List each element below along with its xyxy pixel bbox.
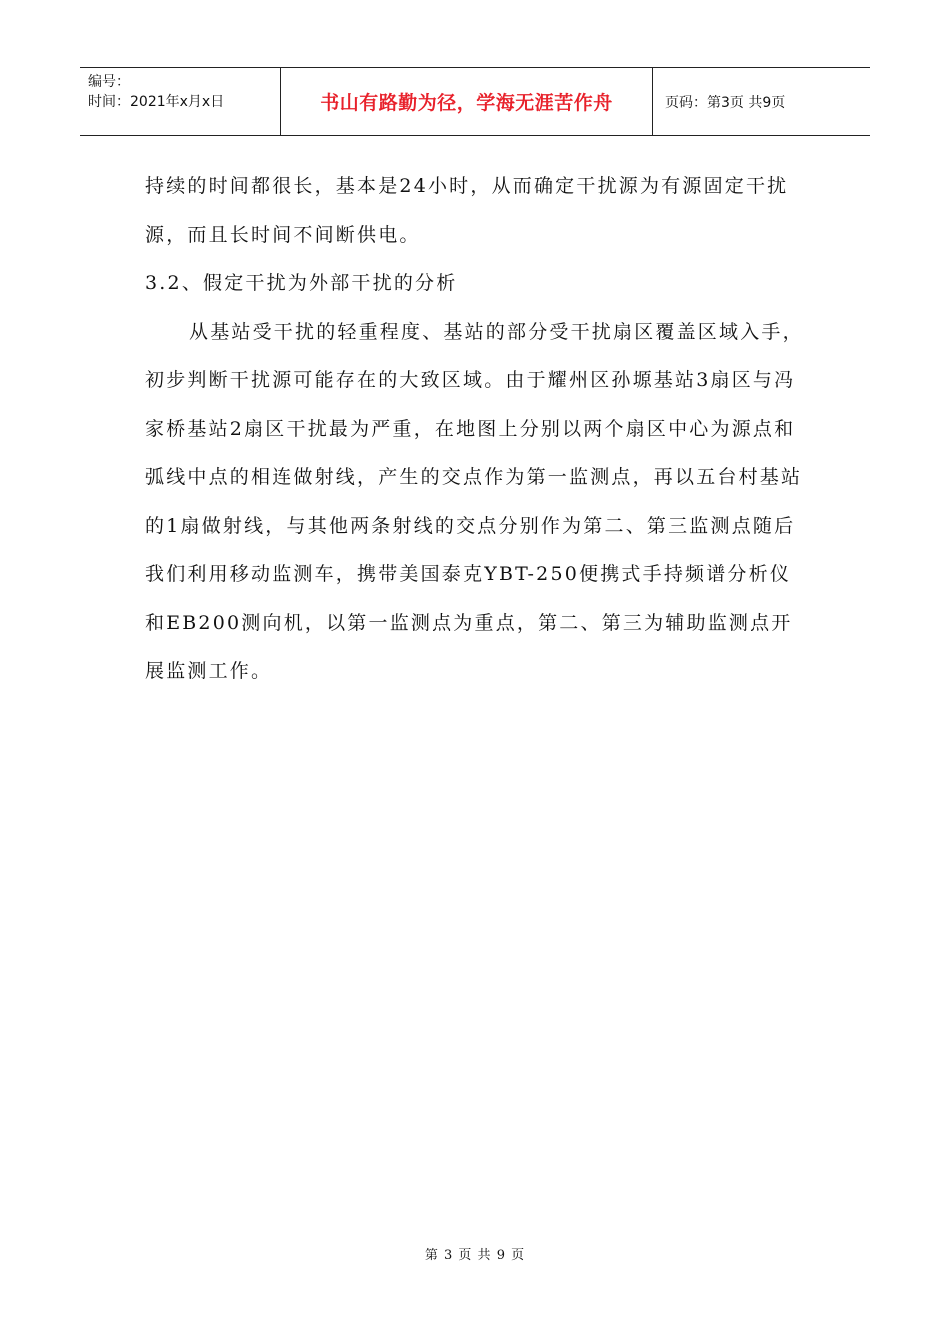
- section-heading: 3.2、假定干扰为外部干扰的分析: [145, 272, 458, 294]
- paragraph-continued: 持续的时间都很长，基本是24小时，从而确定干扰源为有源固定干扰源，而且长时间不间断供电。: [145, 175, 789, 246]
- document-number-label: 编号：: [88, 74, 130, 90]
- page-footer: 第 3 页 共 9 页: [424, 1248, 526, 1263]
- document-body: [145, 162, 810, 696]
- header-page-info: 页码：第3页 共9页: [665, 94, 786, 111]
- header-meta-cell: [80, 68, 281, 135]
- document-date-label: 时间：2021年x月x日: [88, 94, 225, 110]
- paragraph-main: 从基站受干扰的轻重程度、基站的部分受干扰扇区覆盖区域入手，初步判断干扰源可能存在的大致区域。由于耀州区孙塬基站3扇区与冯家桥基站2扇区干扰最为严重，在地图上分别以两个扇区中心为源点和弧线中点的相连做射线，产生的交点作为第一监测点，再以五台村基站的1扇做射线，与其他两条射线的交点分别作为第二、第三监测点随后我们利用移动监测车，携带美国泰克YBT-250便携式手持频谱分析仪和EB200测向机，以第一监测点为重点，第二、第三为辅助监测点开展监测工作。: [145, 320, 804, 682]
- document-header: [80, 67, 870, 136]
- header-motto: 书山有路勤为径，学海无涯苦作舟: [281, 68, 653, 135]
